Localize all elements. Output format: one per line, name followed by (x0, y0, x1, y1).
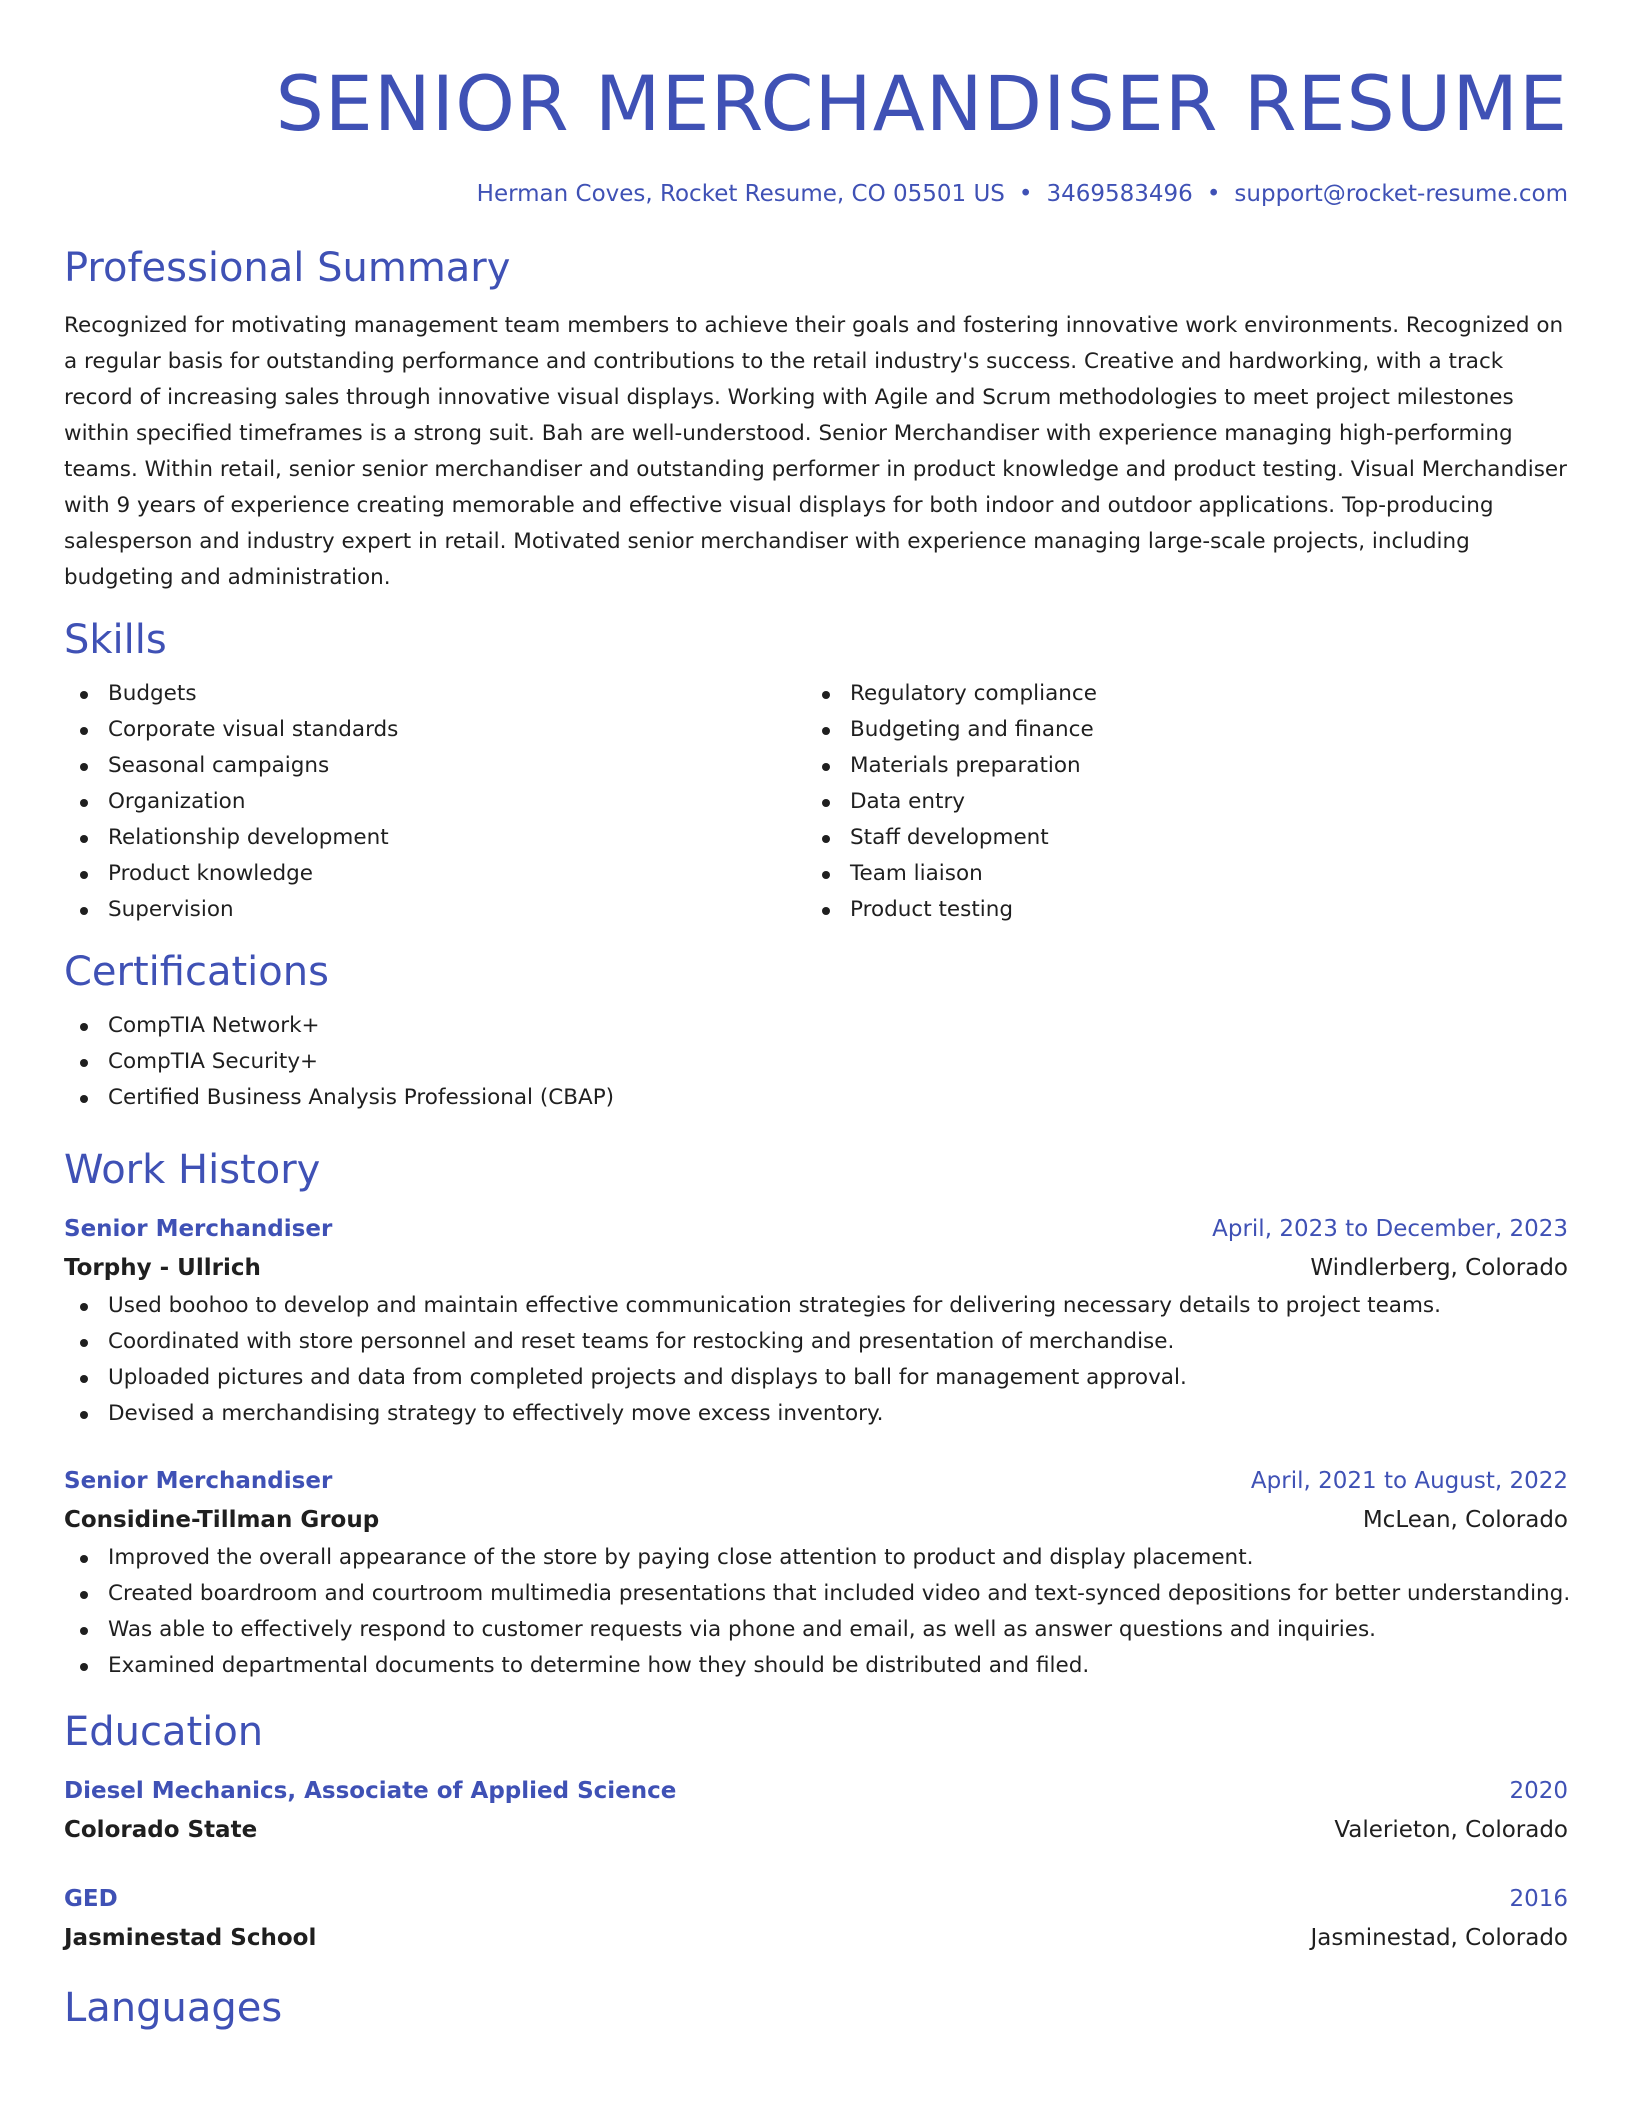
job-header (64, 1462, 1568, 1500)
certification-item: CompTIA Security+ (64, 1044, 1568, 1080)
skill-item: Regulatory compliance (806, 676, 1548, 712)
education-entry (64, 1772, 1568, 1850)
job-entry (64, 1462, 1571, 1684)
contact-email[interactable]: support@rocket-resume.com (1234, 181, 1568, 207)
job-bullet: Devised a merchandising strategy to effectively move excess inventory. (64, 1396, 1568, 1432)
section-heading-skills: Skills (64, 617, 167, 663)
job-location: Windlerberg, Colorado (1310, 1255, 1568, 1281)
education-header (64, 1772, 1568, 1810)
resume-page (64, 0, 1571, 2036)
education-location: Jasminestad, Colorado (1310, 1925, 1568, 1951)
job-bullets (64, 1288, 1568, 1432)
job-bullet: Coordinated with store personnel and reset teams for restocking and presentation of merchandise. (64, 1324, 1568, 1360)
education-school: Jasminestad School (64, 1925, 317, 1951)
job-bullet: Was able to effectively respond to customer requests via phone and email, as well as answer questions and inquiries. (64, 1612, 1568, 1648)
job-dates: April, 2023 to December, 2023 (1212, 1216, 1568, 1242)
section-heading-languages: Languages (64, 1985, 283, 2031)
skills-list (64, 676, 1568, 928)
certification-item: Certified Business Analysis Professional (CBAP) (64, 1080, 1568, 1116)
education-location: Valerieton, Colorado (1334, 1817, 1568, 1843)
job-dates: April, 2021 to August, 2022 (1250, 1468, 1568, 1494)
summary-text: Recognized for motivating management team members to achieve their goals and fostering innovative work environments. Recognized on a regular basis for outstanding performance and contributions to the retail industry's success. Creative and hardworking, with a track record of increasing sales through innovative visual displays. Working with Agile and Scrum methodologies to meet project milestones within specified timeframes is a strong suit. Bah are well-understood. Senior Merchandiser with experience managing high-performing teams. Within retail, senior senior merchandiser and outstanding performer in product knowledge and product testing. Visual Merchandiser with 9 years of experience creating memorable and effective visual displays for both indoor and outdoor applications. Top-producing salesperson and industry expert in retail. Motivated senior merchandiser with experience managing large-scale projects, including budgeting and administration. (64, 313, 1567, 590)
education-school: Colorado State (64, 1817, 258, 1843)
certifications-list (64, 1008, 1568, 1116)
job-bullet: Used boohoo to develop and maintain effective communication strategies for delivering necessary details to project teams. (64, 1288, 1568, 1324)
skill-item: Product testing (806, 892, 1548, 928)
skill-item: Data entry (806, 784, 1548, 820)
skill-item: Staff development (806, 820, 1548, 856)
job-location: McLean, Colorado (1362, 1507, 1568, 1533)
job-header (64, 1210, 1568, 1248)
section-heading-education: Education (64, 1709, 264, 1755)
skill-item: Team liaison (806, 856, 1548, 892)
education-subheader (64, 1810, 1568, 1850)
job-bullet: Improved the overall appearance of the store by paying close attention to product and display placement. (64, 1540, 1568, 1576)
job-title: Senior Merchandiser (64, 1468, 333, 1494)
education-entry (64, 1880, 1568, 1958)
job-bullet: Uploaded pictures and data from completed projects and displays to ball for management approval. (64, 1360, 1568, 1396)
skill-item: Budgets (64, 676, 806, 712)
skill-item: Supervision (64, 892, 806, 928)
section-heading-work-history: Work History (64, 1147, 321, 1193)
contact-separator: • (1206, 181, 1221, 207)
job-company: Torphy - Ullrich (64, 1255, 261, 1281)
skill-item: Product knowledge (64, 856, 806, 892)
skill-item: Materials preparation (806, 748, 1548, 784)
skill-item: Corporate visual standards (64, 712, 806, 748)
education-degree: Diesel Mechanics, Associate of Applied Science (64, 1778, 677, 1804)
skill-item: Budgeting and finance (806, 712, 1548, 748)
education-header (64, 1880, 1568, 1918)
job-bullets (64, 1540, 1571, 1684)
contact-line (64, 178, 1568, 210)
job-company: Considine-Tillman Group (64, 1507, 380, 1533)
education-year: 2016 (1509, 1886, 1568, 1912)
job-bullet: Examined departmental documents to determine how they should be distributed and filed. (64, 1648, 1568, 1684)
certification-item: CompTIA Network+ (64, 1008, 1568, 1044)
skill-item: Relationship development (64, 820, 806, 856)
contact-address: Herman Coves, Rocket Resume, CO 05501 US (476, 181, 1005, 207)
section-heading-certifications: Certifications (64, 949, 329, 995)
contact-separator: • (1018, 181, 1033, 207)
skills-column-right (806, 676, 1548, 928)
job-subheader (64, 1500, 1568, 1540)
skill-item: Organization (64, 784, 806, 820)
skill-item: Seasonal campaigns (64, 748, 806, 784)
resume-title: SENIOR MERCHANDISER RESUME (275, 59, 1568, 148)
education-degree: GED (64, 1886, 118, 1912)
job-title: Senior Merchandiser (64, 1216, 333, 1242)
education-subheader (64, 1918, 1568, 1958)
skills-column-left (64, 676, 806, 928)
section-heading-summary: Professional Summary (64, 245, 511, 291)
job-subheader (64, 1248, 1568, 1288)
contact-phone[interactable]: 3469583496 (1046, 181, 1193, 207)
job-entry (64, 1210, 1568, 1432)
education-year: 2020 (1509, 1778, 1568, 1804)
job-bullet: Created boardroom and courtroom multimedia presentations that included video and text-synced depositions for better understanding. (64, 1576, 1568, 1612)
